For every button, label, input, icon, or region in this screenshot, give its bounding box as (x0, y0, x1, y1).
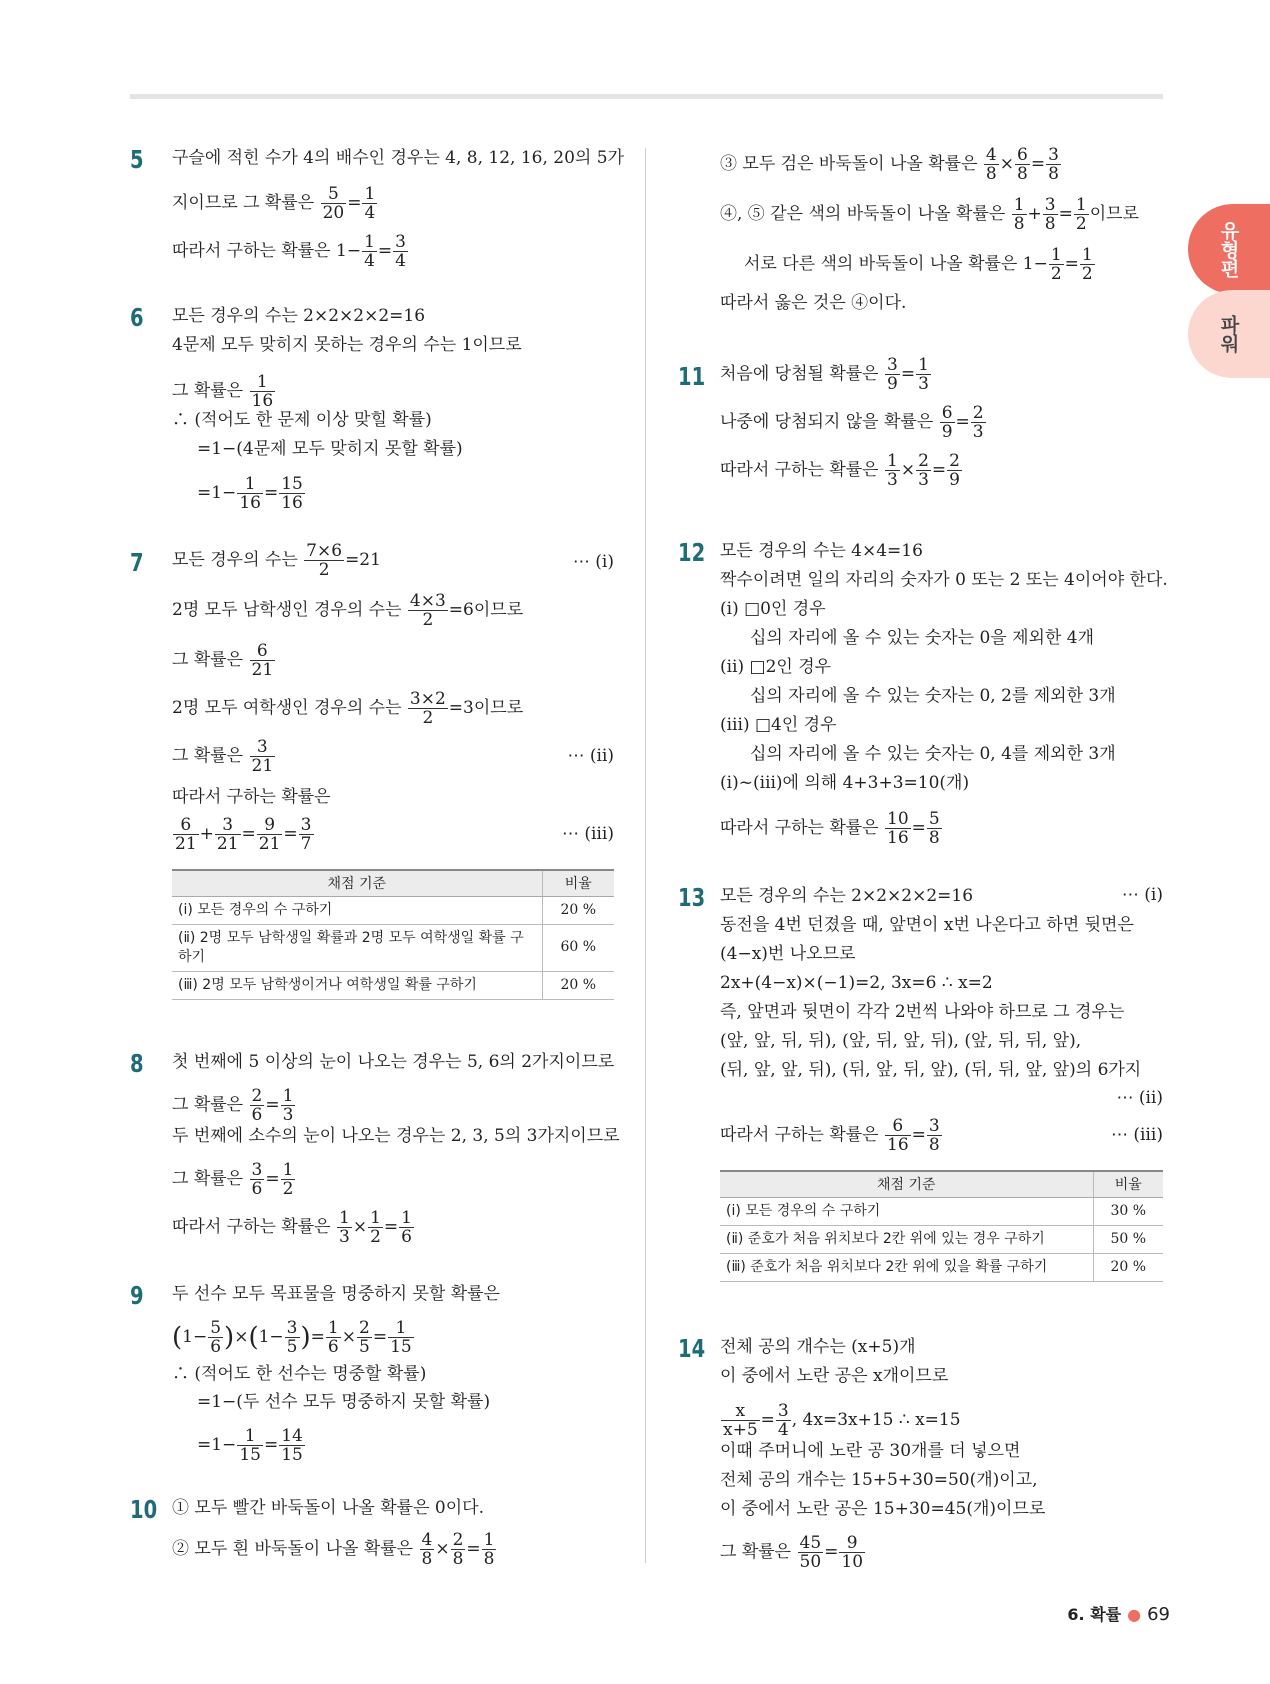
table-header: 비율 (542, 870, 614, 896)
problem-number: 12 (678, 538, 706, 567)
fraction: $\frac{3}{6}$ (251, 1160, 263, 1199)
line: =1−(4문제 모두 맞히지 못할 확률) (197, 439, 463, 459)
line: 4문제 모두 맞히지 못하는 경우의 수는 1이므로 (172, 335, 522, 355)
line: 모든 경우의 수는 2×2×2×2=16 (720, 886, 974, 906)
fraction: $\frac{5}{8}$ (928, 809, 940, 848)
line: 2x+(4−x)×(−1)=2, 3x=6 ∴ x=2 (720, 973, 993, 993)
table-row: (ⅰ) 모든 경우의 수 구하기 30 % (720, 1197, 1163, 1225)
line: 따라서 구하는 확률은 (172, 787, 331, 807)
line: 모든 경우의 수는 (172, 550, 298, 570)
line: 이 중에서 노란 공은 15+30=45(개)이므로 (720, 1499, 1046, 1519)
fraction: $\frac{5}{20}$ (322, 184, 345, 223)
line: 그 확률은 (172, 746, 244, 766)
fraction: $\frac{7\times 6}{2}$ (306, 541, 343, 580)
problem-number: 6 (130, 303, 144, 332)
table-row: (ⅱ) 2명 모두 남학생일 확률과 2명 모두 여학생일 확률 구하기 60 % (172, 924, 614, 971)
line: 따라서 구하는 확률은 (720, 818, 879, 838)
problem-number: 9 (130, 1281, 144, 1310)
line: ① 모두 빨간 바둑돌이 나올 확률은 0이다. (172, 1498, 484, 1518)
line: 따라서 구하는 확률은 (720, 460, 879, 480)
line: 즉, 앞면과 뒷면이 각각 2번씩 나와야 하므로 그 경우는 (720, 1002, 1125, 1022)
fraction: $\frac{2}{6}$ (251, 1086, 263, 1125)
problem-number: 5 (130, 145, 144, 174)
fraction: $\frac{3}{8}$ (1044, 195, 1056, 234)
tab-power[interactable] (1188, 290, 1270, 378)
fraction: $\frac{3}{21}$ (216, 815, 239, 854)
fraction: $\frac{3}{8}$ (1048, 145, 1059, 184)
grading-table-13 (720, 1170, 1163, 1282)
fraction: $\frac{1}{15}$ (239, 1426, 261, 1465)
line: 모든 경우의 수는 2×2×2×2=16 (172, 306, 426, 326)
step-marker: ⋯ (ⅰ) (572, 552, 614, 572)
fraction: $\frac{9}{10}$ (841, 1533, 864, 1572)
line: 2명 모두 여학생인 경우의 수는 (172, 698, 402, 718)
line: 지이므로 그 확률은 (172, 193, 315, 213)
chapter-label: 6. 확률 (1067, 1605, 1122, 1624)
fraction: $\frac{1}{2}$ (282, 1160, 294, 1199)
equation: (1− $\frac{5}{6}$ )×(1− $\frac{3}{5}$ )= $\frac{1}{6}$ × $\frac{2}{5}$ = $\frac{1}{15}$ (172, 1318, 412, 1357)
line: =1−(두 선수 모두 명중하지 못할 확률) (197, 1392, 491, 1412)
tab-label: 파워 (1217, 315, 1240, 353)
line: 두 선수 모두 목표물을 명중하지 못할 확률은 (172, 1284, 501, 1304)
fraction: $\frac{x}{x+5}$ (723, 1401, 758, 1440)
page-number: 69 (1147, 1604, 1170, 1625)
fraction: $\frac{3}{9}$ (887, 355, 898, 394)
line: 그 확률은 (172, 1169, 244, 1189)
step-marker: ⋯ (ⅲ) (562, 824, 614, 844)
top-rule (130, 94, 1163, 99)
table-row: (ⅰ) 모든 경우의 수 구하기 20 % (172, 896, 614, 924)
line: 두 번째에 소수의 눈이 나오는 경우는 2, 3, 5의 3가지이므로 (172, 1126, 620, 1146)
line: ② 모두 흰 바둑돌이 나올 확률은 (172, 1539, 414, 1559)
fraction: $\frac{1}{16}$ (239, 474, 261, 513)
problem-number: 11 (678, 362, 706, 391)
table-row: (ⅲ) 준호가 처음 위치보다 2칸 위에 있을 확률 구하기 20 % (720, 1253, 1163, 1281)
step-marker: ⋯ (ⅰ) (1121, 885, 1163, 905)
problem-number: 8 (130, 1049, 144, 1078)
fraction: $\frac{3}{4}$ (777, 1401, 789, 1440)
line: 이 중에서 노란 공은 x개이므로 (720, 1366, 949, 1386)
table-header: 채점 기준 (172, 870, 542, 896)
line: ∴ (적어도 한 선수는 명중할 확률) (172, 1364, 427, 1384)
line: (뒤, 앞, 앞, 뒤), (뒤, 앞, 뒤, 앞), (뒤, 뒤, 앞, 앞)의 6가지 (720, 1060, 1142, 1080)
line: ④, ⑤ 같은 색의 바둑돌이 나올 확률은 (720, 204, 1006, 224)
line: (ⅰ) □0인 경우 (720, 599, 826, 619)
fraction: $\frac{3\times 2}{2}$ (409, 689, 446, 728)
fraction: $\frac{1}{4}$ (364, 184, 376, 223)
line: (ⅰ)~(ⅲ)에 의해 4+3+3=10(개) (720, 773, 970, 793)
line: 그 확률은 (172, 650, 244, 670)
problem-number: 10 (130, 1495, 158, 1524)
fraction: $\frac{3}{8}$ (928, 1116, 940, 1155)
line: 첫 번째에 5 이상의 눈이 나오는 경우는 5, 6의 2가지이므로 (172, 1052, 615, 1072)
page-footer (1067, 1602, 1170, 1625)
step-marker: ⋯ (ⅱ) (567, 746, 614, 766)
line: ③ 모두 검은 바둑돌이 나올 확률은 (720, 154, 978, 174)
table-header: 채점 기준 (720, 1171, 1093, 1197)
line: =1− (197, 483, 237, 503)
fraction: $\frac{6}{9}$ (941, 403, 953, 442)
line: 전체 공의 개수는 15+5+30=50(개)이고, (720, 1470, 1038, 1490)
fraction: $\frac{1}{2}$ (1081, 245, 1093, 284)
fraction: $\frac{6}{21}$ (251, 641, 274, 680)
fraction: $\frac{4\times 3}{2}$ (409, 591, 446, 630)
fraction: $\frac{9}{21}$ (258, 815, 281, 854)
table-row: (ⅱ) 준호가 처음 위치보다 2칸 위에 있는 경우 구하기 50 % (720, 1225, 1163, 1253)
line: 그 확률은 (720, 1542, 792, 1562)
table-header: 비율 (1093, 1171, 1163, 1197)
fraction: $\frac{6}{16}$ (887, 1116, 909, 1155)
fraction: $\frac{4}{8}$ (421, 1530, 433, 1569)
line: 모든 경우의 수는 4×4=16 (720, 541, 923, 561)
fraction: $\frac{14}{15}$ (281, 1426, 303, 1465)
problem-number: 7 (130, 548, 144, 577)
fraction: $\frac{1}{8}$ (483, 1530, 495, 1569)
fraction: $\frac{1}{2}$ (1075, 195, 1087, 234)
grading-table-7 (172, 869, 614, 1000)
fraction: $\frac{1}{3}$ (887, 451, 898, 490)
line: 이때 주머니에 노란 공 30개를 더 넣으면 (720, 1441, 1021, 1461)
table-row: (ⅲ) 2명 모두 남학생이거나 여학생일 확률 구하기 20 % (172, 971, 614, 999)
fraction: $\frac{3}{21}$ (251, 737, 274, 776)
bullet-icon: ● (1127, 1605, 1142, 1624)
line: (앞, 앞, 뒤, 뒤), (앞, 뒤, 앞, 뒤), (앞, 뒤, 뒤, 앞), (720, 1031, 1082, 1051)
fraction: $\frac{45}{50}$ (799, 1533, 822, 1572)
fraction: $\frac{15}{16}$ (281, 474, 303, 513)
fraction: $\frac{3}{7}$ (300, 815, 312, 854)
line: 전체 공의 개수는 (x+5)개 (720, 1337, 916, 1357)
line: 동전을 4번 던졌을 때, 앞면이 x번 나온다고 하면 뒷면은 (720, 915, 1134, 935)
line: 구슬에 적힌 수가 4의 배수인 경우는 4, 8, 12, 16, 20의 5가 (172, 148, 624, 168)
line: 십의 자리에 올 수 있는 숫자는 0, 2를 제외한 3개 (750, 686, 1116, 706)
line: 처음에 당첨될 확률은 (720, 364, 879, 384)
line: 따라서 옳은 것은 ④이다. (720, 293, 907, 313)
line: (ⅱ) □2인 경우 (720, 657, 832, 677)
problem-number: 14 (678, 1334, 706, 1363)
fraction: $\frac{4}{8}$ (985, 145, 997, 184)
line: 그 확률은 (172, 1095, 244, 1115)
column-divider (645, 148, 646, 1563)
fraction: $\frac{1}{8}$ (1013, 195, 1025, 234)
fraction: $\frac{2}{8}$ (452, 1530, 464, 1569)
line: ∴ (적어도 한 문제 이상 맞힐 확률) (172, 410, 432, 430)
line: 따라서 구하는 확률은 1− (172, 241, 362, 261)
fraction: $\frac{3}{4}$ (395, 232, 406, 271)
fraction: $\frac{2}{9}$ (949, 451, 960, 490)
line: 따라서 구하는 확률은 (172, 1217, 331, 1237)
fraction: $\frac{1}{4}$ (364, 232, 375, 271)
line: 2명 모두 남학생인 경우의 수는 (172, 600, 402, 620)
fraction: $\frac{1}{2}$ (1050, 245, 1062, 284)
tab-yuhyeong[interactable] (1188, 204, 1270, 294)
fraction: $\frac{6}{21}$ (175, 815, 197, 854)
step-marker: ⋯ (ⅱ) (1116, 1088, 1163, 1108)
fraction: $\frac{1}{3}$ (918, 355, 929, 394)
fraction: $\frac{2}{3}$ (972, 403, 984, 442)
step-marker: ⋯ (ⅲ) (1111, 1125, 1163, 1145)
line: 십의 자리에 올 수 있는 숫자는 0, 4를 제외한 3개 (750, 744, 1116, 764)
fraction: $\frac{1}{16}$ (251, 372, 274, 411)
line: (ⅲ) □4인 경우 (720, 715, 837, 735)
tab-label: 유형편 (1217, 220, 1240, 278)
fraction: $\frac{1}{3}$ (282, 1086, 294, 1125)
line: 그 확률은 (172, 381, 244, 401)
fraction: $\frac{2}{3}$ (918, 451, 929, 490)
line: =1− (197, 1435, 237, 1455)
fraction: $\frac{1}{3}$ (339, 1208, 350, 1247)
line: (4−x)번 나오므로 (720, 944, 856, 964)
line: 서로 다른 색의 바둑돌이 나올 확률은 1− (744, 254, 1048, 274)
line: 나중에 당첨되지 않을 확률은 (720, 412, 934, 432)
fraction: $\frac{10}{16}$ (887, 809, 909, 848)
fraction: $\frac{1}{2}$ (370, 1208, 381, 1247)
line: 십의 자리에 올 수 있는 숫자는 0을 제외한 4개 (750, 628, 1095, 648)
line: 짝수이려면 일의 자리의 숫자가 0 또는 2 또는 4이어야 한다. (720, 570, 1168, 590)
problem-number: 13 (678, 883, 706, 912)
fraction: $\frac{6}{8}$ (1017, 145, 1028, 184)
fraction: $\frac{1}{6}$ (401, 1208, 412, 1247)
line: 따라서 구하는 확률은 (720, 1125, 879, 1145)
